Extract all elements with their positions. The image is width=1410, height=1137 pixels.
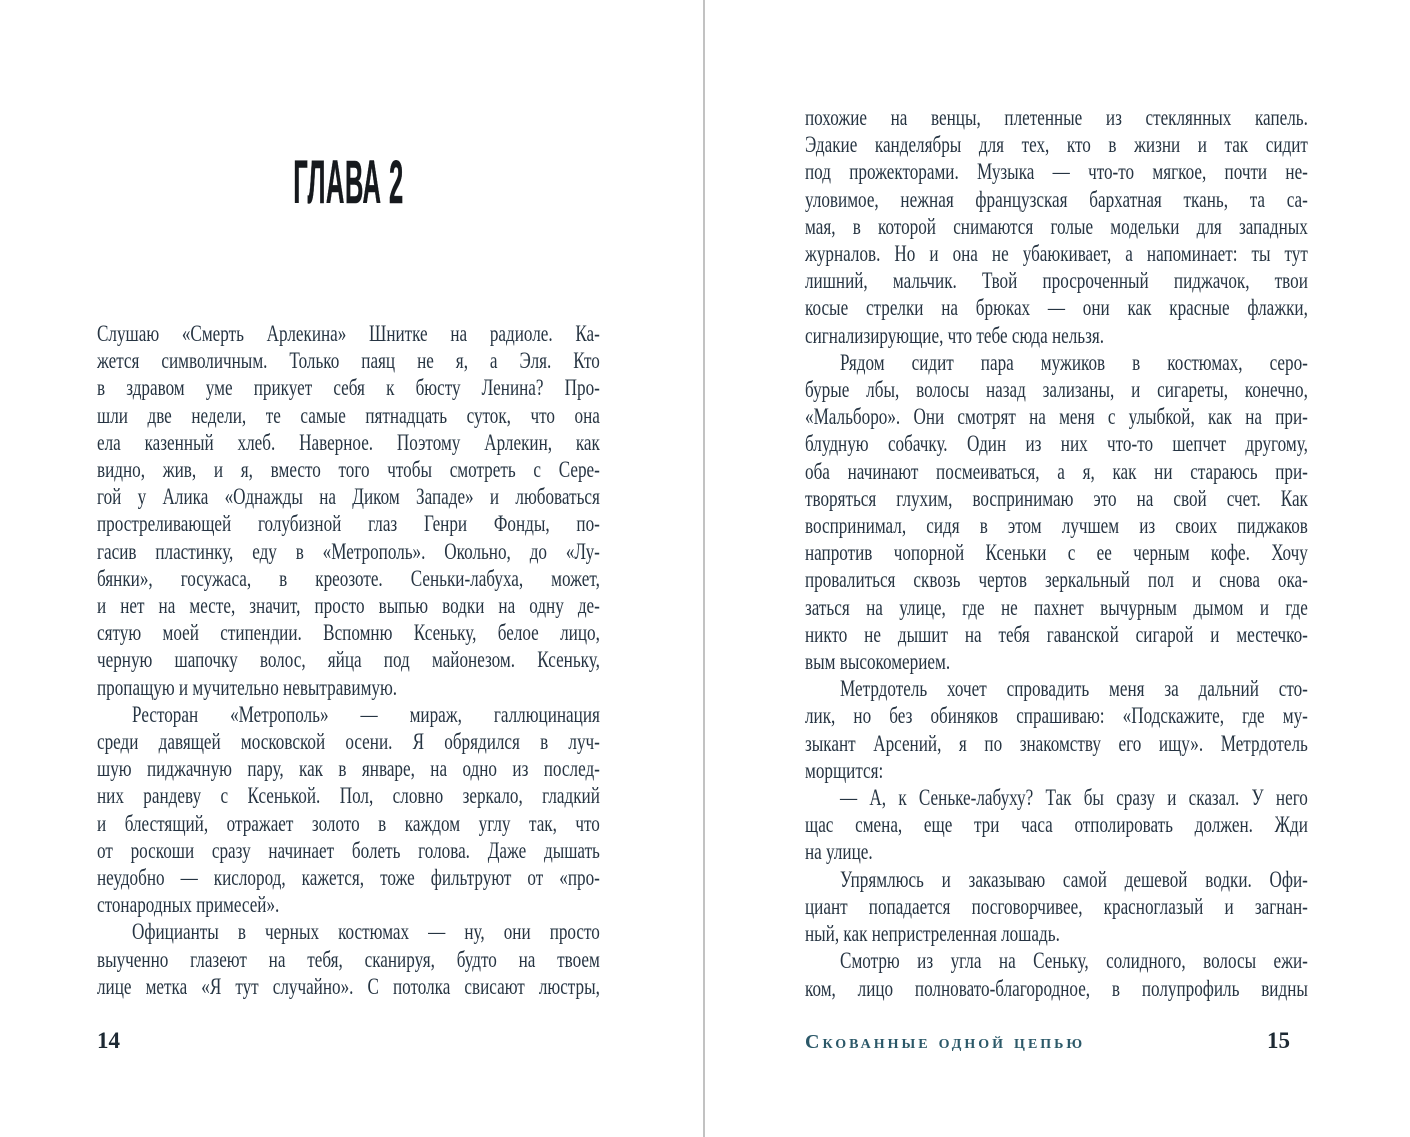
text-line: лик, но без обиняков спрашиваю: «Подскажите, где му- xyxy=(805,703,1308,729)
page-number-left: 14 xyxy=(97,1028,120,1053)
text-line: Ресторан «Метрополь» — мираж, галлюцинация xyxy=(132,701,600,727)
right-page-text-column xyxy=(805,104,1308,1002)
text-line: среди давящей московской осени. Я обрядился в луч- xyxy=(97,729,600,755)
text-line: воспринимал, сидя в этом лучшем из своих пиджаков xyxy=(805,513,1308,539)
text-line: неудобно — кислород, кажется, тоже фильтруют от «про- xyxy=(97,865,600,891)
text-line: ный, как непристреленная лошадь. xyxy=(805,921,1060,947)
text-line: простреливающей голубизной глаз Генри Фонды, по- xyxy=(97,511,600,537)
text-line: черную шапочку волос, яйца под майонезом. Ксеньку, xyxy=(97,647,600,673)
text-line: них рандеву с Ксенькой. Пол, словно зеркало, гладкий xyxy=(97,783,600,809)
page-right xyxy=(805,0,1308,1137)
text-line: журналов. Но и она не убаюкивает, а напоминает: ты тут xyxy=(805,241,1308,267)
text-line: лишний, мальчик. Твой просроченный пиджачок, твои xyxy=(805,268,1308,294)
text-line: гасив пластинку, еду в «Метрополь». Окольно, до «Лу- xyxy=(97,538,600,564)
text-line: и блестящий, отражает золото в каждом углу так, что xyxy=(97,810,600,836)
right-page-footer xyxy=(805,1027,1308,1056)
text-line: бянки», госужаса, в креозоте. Сеньки-лабуха, может, xyxy=(97,565,600,591)
text-line: похожие на венцы, плетенные из стеклянных капель. xyxy=(805,105,1308,130)
left-page-text-column xyxy=(97,320,600,1000)
text-line: творяться глухим, воспринимаю это на свой счет. Как xyxy=(805,485,1308,511)
text-line: в здравом уме прикует себя к бюсту Ленина? Про- xyxy=(97,375,600,401)
text-line: ком, лицо полновато-благородное, в полупрофиль видны xyxy=(805,975,1308,1001)
left-page-body xyxy=(97,320,600,1000)
right-page-body xyxy=(805,104,1308,1002)
text-line: зыкант Арсений, я по знакомству его ищу». Метрдотель xyxy=(805,730,1308,756)
text-line: мая, в которой снимаются голые модельки для западных xyxy=(805,213,1308,239)
text-line: — А, к Сеньке-лабуху? Так бы сразу и сказал. У него xyxy=(840,785,1308,811)
text-line: оба начинают посмеиваться, а я, как ни стараюсь при- xyxy=(805,458,1308,484)
chapter-heading xyxy=(97,148,600,216)
page-number-right: 15 xyxy=(1267,1028,1290,1053)
text-line: жется символичным. Только паяц не я, а Эля. Кто xyxy=(97,348,600,374)
text-line: провалиться сквозь чертов зеркальный пол и снова ока- xyxy=(805,567,1308,593)
text-line: блудную собачку. Один из них что-то шепчет другому, xyxy=(805,431,1308,457)
text-line: на улице. xyxy=(805,839,873,865)
text-line: никто не дышит на тебя гаванской сигарой и местечко- xyxy=(805,621,1308,647)
text-line: пропащую и мучительно невытравимую. xyxy=(97,674,398,700)
text-line: циант попадается посговорчивее, красноглазый и загнан- xyxy=(805,893,1308,919)
text-line: морщится: xyxy=(805,757,884,783)
running-title: Скованные одной цепью xyxy=(805,1031,1086,1053)
text-line: и нет на месте, значит, просто выпью водки на одну де- xyxy=(97,593,600,619)
text-line: щас смена, еще три часа отполировать должен. Жди xyxy=(805,812,1308,838)
text-line: Рядом сидит пара мужиков в костюмах, серо- xyxy=(840,349,1308,375)
text-line: Упрямлюсь и заказываю самой дешевой водки. Офи- xyxy=(840,866,1308,892)
text-line: гой у Алика «Однажды на Диком Западе» и любоваться xyxy=(97,484,600,510)
text-line: Официанты в черных костюмах — ну, они просто xyxy=(132,919,600,945)
text-line: выученно глазеют на тебя, сканируя, будто на твоем xyxy=(97,946,600,972)
text-line: сигнализирующие, что тебе сюда нельзя. xyxy=(805,322,1105,348)
text-line: шую пиджачную пару, как в январе, на одно из послед- xyxy=(97,756,600,782)
text-line: вым высокомерием. xyxy=(805,649,951,675)
text-line: сятую моей стипендии. Вспомню Ксеньку, белое лицо, xyxy=(97,620,600,646)
text-line: напротив чопорной Ксеньки с ее черным кофе. Хочу xyxy=(805,540,1308,566)
text-line: Эдакие канделябры для тех, кто в жизни и так сидит xyxy=(805,132,1308,158)
text-line: под прожекторами. Музыка — что-то мягкое, почти не- xyxy=(805,159,1308,185)
page-left xyxy=(97,0,600,1137)
text-line: стонародных примесей». xyxy=(97,892,280,918)
text-line: Слушаю «Смерть Арлекина» Шнитке на радиоле. Ка- xyxy=(97,321,600,346)
text-line: ела казенный хлеб. Наверное. Поэтому Арлекин, как xyxy=(97,429,600,455)
chapter-heading-text: ГЛАВА 2 xyxy=(293,148,404,216)
text-line: от роскоши сразу начинает болеть голова. Даже дышать xyxy=(97,837,600,863)
text-line: видно, жив, и я, вместо того чтобы смотреть с Сере- xyxy=(97,457,600,483)
text-line: заться на улице, где не пахнет вычурным дымом и где xyxy=(805,594,1308,620)
page-spine-divider xyxy=(703,0,705,1137)
text-line: уловимое, нежная французская бархатная ткань, та са- xyxy=(805,186,1308,212)
left-page-footer xyxy=(97,1027,600,1054)
text-line: лице метка «Я тут случайно». С потолка свисают люстры, xyxy=(97,973,600,999)
text-line: бурые лбы, волосы назад зализаны, и сигареты, конечно, xyxy=(805,377,1308,403)
text-line: «Мальборо». Они смотрят на меня с улыбкой, как на при- xyxy=(805,404,1308,430)
text-line: косые стрелки на брюках — они как красные флажки, xyxy=(805,295,1308,321)
text-line: Метрдотель хочет спровадить меня за дальний сто- xyxy=(840,676,1308,702)
text-line: шли две недели, те самые пятнадцать суток, что она xyxy=(97,402,600,428)
text-line: Смотрю из угла на Сеньку, солидного, волосы ежи- xyxy=(840,948,1308,974)
